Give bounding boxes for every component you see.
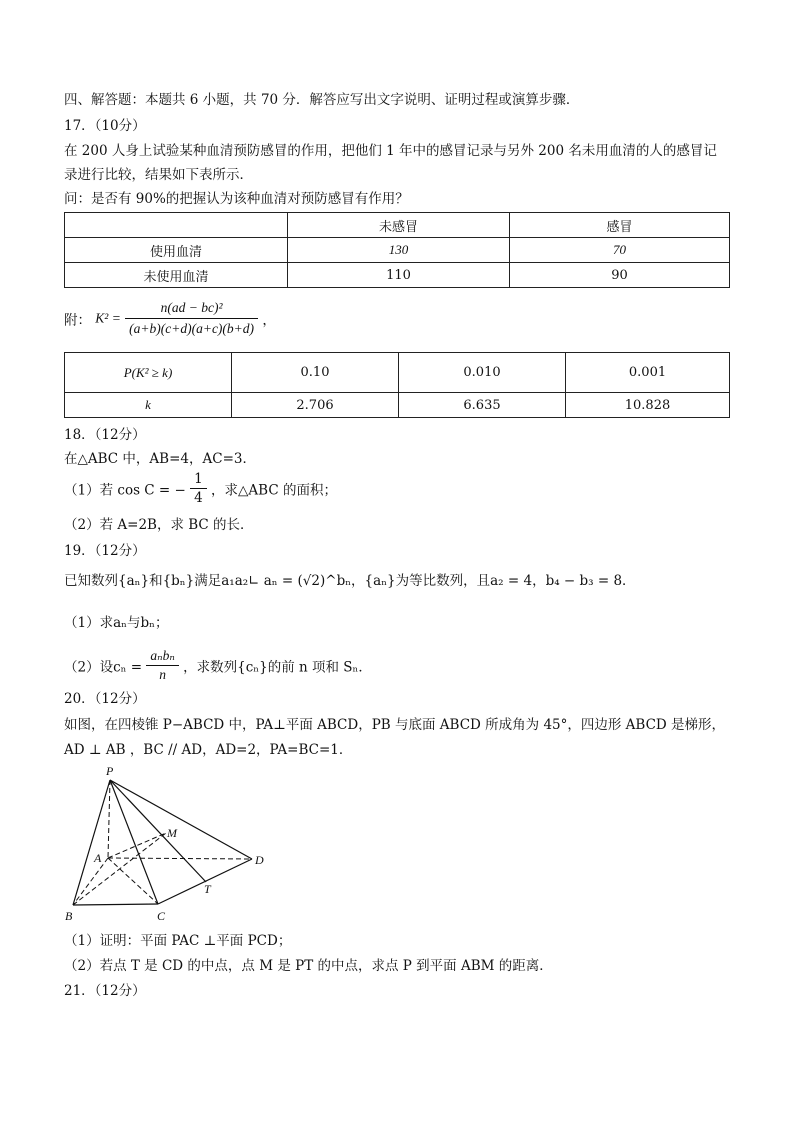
- formula-prefix: 附：: [64, 312, 91, 329]
- table-cell: 90: [510, 263, 730, 288]
- pyramid-figure: [60, 762, 280, 927]
- table-header-cell: 感冒: [510, 213, 730, 238]
- table-row: [65, 353, 730, 393]
- formula-suffix: ，: [262, 312, 276, 329]
- q19-part2: [64, 647, 372, 684]
- table-cell: 10.828: [566, 393, 730, 418]
- q18-header: 18．（12分）: [64, 427, 146, 443]
- q17-stem-line1: 在 200 人身上试验某种血清预防感冒的作用，把他们 1 年中的感冒记录与另外 200 名未用血清的人的感冒记: [64, 143, 717, 159]
- edge-AM: [108, 833, 166, 858]
- table-cell: P(K² ≥ k): [65, 353, 232, 393]
- q19-part1: （1）求aₙ与bₙ；: [64, 615, 169, 631]
- fraction-denominator: n: [159, 667, 166, 682]
- table-cell: 0.10: [232, 353, 399, 393]
- q17-header: 17．（10分）: [64, 118, 146, 134]
- formula-fraction: [125, 298, 258, 339]
- q20-stem-line1: 如图，在四棱锥 P−ABCD 中，PA⊥平面 ABCD，PB 与底面 ABCD 所成角为 45°，四边形 ABCD 是梯形，: [64, 717, 726, 733]
- q19-part2-suffix: ，求数列{cₙ}的前 n 项和 Sₙ．: [183, 659, 372, 676]
- label-M: M: [167, 826, 177, 840]
- section-header: 四、解答题：本题共 6 小题，共 70 分．解答应写出文字说明、证明过程或演算步骤．: [64, 92, 580, 108]
- table-cell: 0.010: [399, 353, 566, 393]
- edge-PC: [110, 780, 158, 904]
- edge-AC: [108, 858, 158, 904]
- fraction-denominator: 4: [194, 490, 203, 506]
- table-header-cell: [65, 213, 288, 238]
- q18-part2: （2）若 A=2B，求 BC 的长．: [64, 517, 254, 533]
- table-row: [65, 263, 730, 288]
- edge-BM: [73, 833, 166, 905]
- q21-header: 21．（12分）: [64, 983, 146, 999]
- q18-part1-fraction: [190, 470, 207, 507]
- q17-stem-line2: 录进行比较，结果如下表所示．: [64, 167, 253, 183]
- table-header-cell: 未感冒: [288, 213, 510, 238]
- edge-AD: [108, 858, 252, 859]
- q18-part1-prefix: （1）若 cos C = −: [64, 482, 186, 499]
- edge-PD: [110, 780, 252, 859]
- edge-PT: [110, 780, 206, 882]
- q20-part1: （1）证明：平面 PAC ⊥平面 PCD；: [64, 933, 292, 949]
- table-cell: 110: [288, 263, 510, 288]
- formula-lhs: K² =: [95, 310, 121, 326]
- q19-part2-fraction: [146, 647, 178, 684]
- edge-PA: [108, 780, 110, 858]
- label-D: D: [255, 853, 264, 867]
- q17-contingency-table: [64, 212, 730, 288]
- table-cell: 未使用血清: [65, 263, 288, 288]
- edge-PB: [73, 780, 110, 905]
- edge-AB: [73, 858, 108, 905]
- q19-header: 19．（12分）: [64, 543, 146, 559]
- label-P: P: [106, 764, 114, 778]
- table-cell: 0.001: [566, 353, 730, 393]
- table-cell: 使用血清: [65, 238, 288, 263]
- label-C: C: [157, 909, 166, 923]
- q19-stem: 已知数列{aₙ}和{bₙ}满足a₁a₂∟ aₙ = (√2)^bₙ，{aₙ}为等比数列，且a₂ = 4，b₄ − b₃ = 8．: [64, 573, 636, 589]
- q18-part1: [64, 470, 337, 507]
- formula-denominator: (a+b)(c+d)(a+c)(b+d): [129, 321, 255, 336]
- q18-part1-suffix: ，求△ABC 的面积；: [211, 482, 337, 499]
- q17-formula: [64, 298, 276, 339]
- fraction-numerator: 1: [190, 470, 207, 489]
- label-A: A: [94, 851, 102, 865]
- q20-stem-line2: AD ⊥ AB ，BC // AD，AD=2，PA=BC=1．: [64, 742, 353, 758]
- table-cell: 2.706: [232, 393, 399, 418]
- label-T: T: [204, 882, 211, 896]
- table-cell: 70: [510, 238, 730, 263]
- table-cell: 6.635: [399, 393, 566, 418]
- q20-header: 20．（12分）: [64, 691, 146, 707]
- table-cell: k: [65, 393, 232, 418]
- edge-BC: [73, 904, 158, 905]
- q19-part2-prefix: （2）设cₙ =: [64, 659, 143, 676]
- q17-question: 问：是否有 90%的把握认为该种血清对预防感冒有作用？: [64, 191, 409, 207]
- formula-numerator: n(ad − bc)²: [125, 298, 258, 319]
- q18-stem: 在△ABC 中，AB=4，AC=3．: [64, 451, 256, 467]
- table-row: [65, 238, 730, 263]
- table-cell: 130: [288, 238, 510, 263]
- q17-critical-value-table: [64, 352, 730, 418]
- label-B: B: [65, 909, 73, 923]
- table-row: [65, 213, 730, 238]
- table-row: [65, 393, 730, 418]
- q20-part2: （2）若点 T 是 CD 的中点，点 M 是 PT 的中点，求点 P 到平面 ABM 的距离．: [64, 958, 553, 974]
- fraction-numerator: aₙbₙ: [146, 647, 178, 666]
